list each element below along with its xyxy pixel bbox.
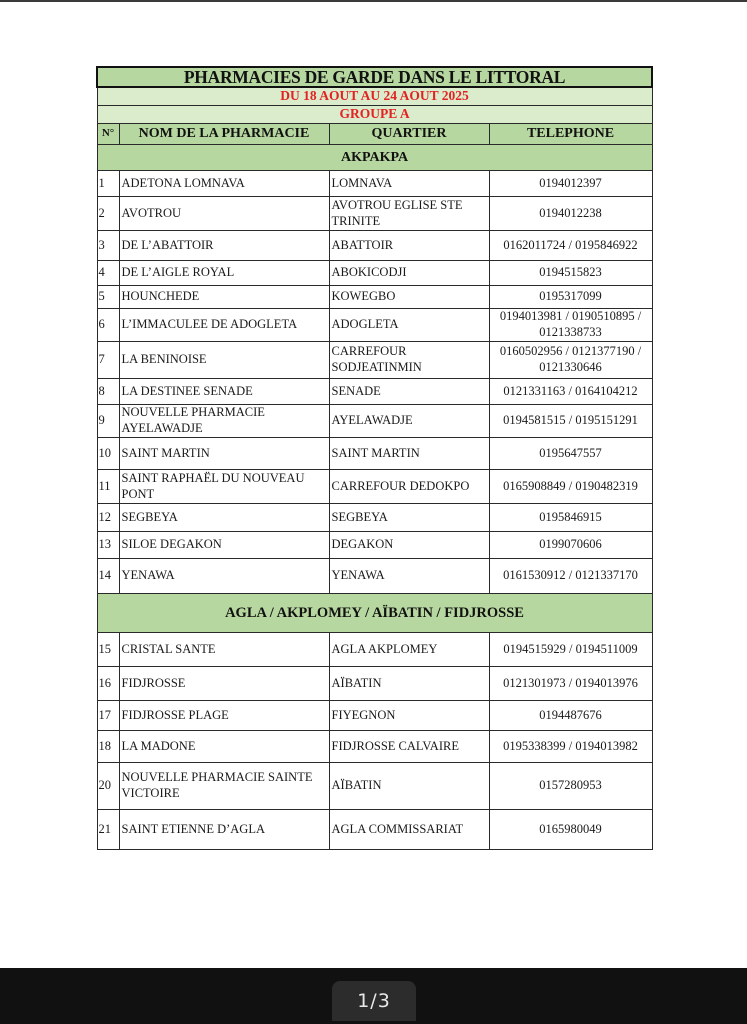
cell-pharmacy-name: CRISTAL SANTE [119,633,329,667]
cell-number: 7 [97,342,119,379]
table-row [97,633,652,667]
cell-number: 18 [97,731,119,763]
cell-pharmacy-name: L’IMMACULEE DE ADOGLETA [119,309,329,342]
cell-telephone: 0162011724 / 0195846922 [489,231,652,261]
cell-pharmacy-name: HOUNCHEDE [119,286,329,309]
cell-telephone: 0160502956 / 0121377190 / 0121330646 [489,342,652,379]
cell-telephone: 0194515823 [489,261,652,286]
column-header-name: NOM DE LA PHARMACIE [119,124,329,145]
cell-telephone: 0194012397 [489,171,652,197]
cell-number: 1 [97,171,119,197]
cell-pharmacy-name: ADETONA LOMNAVA [119,171,329,197]
column-header-num: N° [97,124,119,145]
table-row [97,438,652,470]
cell-number: 17 [97,701,119,731]
cell-telephone: 0195846915 [489,504,652,532]
cell-pharmacy-name: DE L’ABATTOIR [119,231,329,261]
cell-pharmacy-name: NOUVELLE PHARMACIE SAINTE VICTOIRE [119,763,329,810]
cell-quartier: LOMNAVA [329,171,489,197]
cell-number: 15 [97,633,119,667]
title-row [97,67,652,87]
table-row [97,405,652,438]
pharmacy-table [96,66,653,850]
cell-pharmacy-name: NOUVELLE PHARMACIE AYELAWADJE [119,405,329,438]
cell-number: 2 [97,197,119,231]
cell-telephone: 0195317099 [489,286,652,309]
cell-telephone: 0121301973 / 0194013976 [489,667,652,701]
cell-quartier: ABATTOIR [329,231,489,261]
cell-number: 12 [97,504,119,532]
table-row [97,342,652,379]
table-row [97,532,652,559]
table-row [97,309,652,342]
cell-number: 13 [97,532,119,559]
table-row [97,379,652,405]
section-row [97,145,652,171]
table-row [97,810,652,850]
cell-quartier: ADOGLETA [329,309,489,342]
cell-pharmacy-name: YENAWA [119,559,329,594]
cell-quartier: KOWEGBO [329,286,489,309]
table-row [97,171,652,197]
cell-telephone: 0194581515 / 0195151291 [489,405,652,438]
date-row [97,87,652,106]
cell-number: 20 [97,763,119,810]
section-title: AKPAKPA [97,145,652,171]
cell-number: 3 [97,231,119,261]
table-row [97,701,652,731]
group-label: GROUPE A [97,106,652,124]
cell-pharmacy-name: SAINT RAPHAËL DU NOUVEAU PONT [119,470,329,504]
table-row [97,559,652,594]
date-range: DU 18 AOUT AU 24 AOUT 2025 [97,87,652,106]
table-row [97,763,652,810]
cell-telephone: 0194012238 [489,197,652,231]
cell-quartier: FIYEGNON [329,701,489,731]
cell-pharmacy-name: FIDJROSSE [119,667,329,701]
cell-telephone: 0195338399 / 0194013982 [489,731,652,763]
table-row [97,470,652,504]
cell-pharmacy-name: SAINT MARTIN [119,438,329,470]
table-row [97,731,652,763]
cell-quartier: AÏBATIN [329,667,489,701]
cell-number: 16 [97,667,119,701]
cell-quartier: SAINT MARTIN [329,438,489,470]
cell-pharmacy-name: AVOTROU [119,197,329,231]
cell-telephone: 0194515929 / 0194511009 [489,633,652,667]
cell-telephone: 0161530912 / 0121337170 [489,559,652,594]
section-title: AGLA / AKPLOMEY / AÏBATIN / FIDJROSSE [97,594,652,633]
cell-quartier: AYELAWADJE [329,405,489,438]
cell-quartier: CARREFOUR DEDOKPO [329,470,489,504]
group-row [97,106,652,124]
cell-quartier: AGLA AKPLOMEY [329,633,489,667]
cell-quartier: CARREFOUR SODJEATINMIN [329,342,489,379]
cell-quartier: SEGBEYA [329,504,489,532]
cell-quartier: SENADE [329,379,489,405]
cell-quartier: AVOTROU EGLISE STE TRINITE [329,197,489,231]
table-body [97,67,652,850]
cell-pharmacy-name: SILOE DEGAKON [119,532,329,559]
cell-number: 21 [97,810,119,850]
cell-pharmacy-name: DE L’AIGLE ROYAL [119,261,329,286]
cell-pharmacy-name: LA DESTINEE SENADE [119,379,329,405]
cell-quartier: YENAWA [329,559,489,594]
cell-number: 5 [97,286,119,309]
table-row [97,286,652,309]
cell-pharmacy-name: SEGBEYA [119,504,329,532]
cell-telephone: 0195647557 [489,438,652,470]
cell-pharmacy-name: FIDJROSSE PLAGE [119,701,329,731]
cell-number: 9 [97,405,119,438]
cell-pharmacy-name: LA BENINOISE [119,342,329,379]
cell-telephone: 0194013981 / 0190510895 / 0121338733 [489,309,652,342]
cell-telephone: 0199070606 [489,532,652,559]
document-title: PHARMACIES DE GARDE DANS LE LITTORAL [97,67,652,87]
column-header-quartier: QUARTIER [329,124,489,145]
cell-number: 8 [97,379,119,405]
cell-telephone: 0194487676 [489,701,652,731]
cell-quartier: ABOKICODJI [329,261,489,286]
cell-telephone: 0121331163 / 0164104212 [489,379,652,405]
cell-quartier: AÏBATIN [329,763,489,810]
cell-telephone: 0165908849 / 0190482319 [489,470,652,504]
table-row [97,667,652,701]
section-row [97,594,652,633]
cell-quartier: AGLA COMMISSARIAT [329,810,489,850]
cell-number: 10 [97,438,119,470]
table-row [97,231,652,261]
cell-quartier: FIDJROSSE CALVAIRE [329,731,489,763]
cell-number: 6 [97,309,119,342]
column-header-telephone: TELEPHONE [489,124,652,145]
cell-pharmacy-name: SAINT ETIENNE D’AGLA [119,810,329,850]
cell-quartier: DEGAKON [329,532,489,559]
page-indicator[interactable]: 1/3 [332,981,416,1021]
cell-telephone: 0157280953 [489,763,652,810]
table-row [97,197,652,231]
column-header-row [97,124,652,145]
table-row [97,261,652,286]
cell-number: 4 [97,261,119,286]
cell-number: 11 [97,470,119,504]
cell-pharmacy-name: LA MADONE [119,731,329,763]
cell-telephone: 0165980049 [489,810,652,850]
table-row [97,504,652,532]
cell-number: 14 [97,559,119,594]
